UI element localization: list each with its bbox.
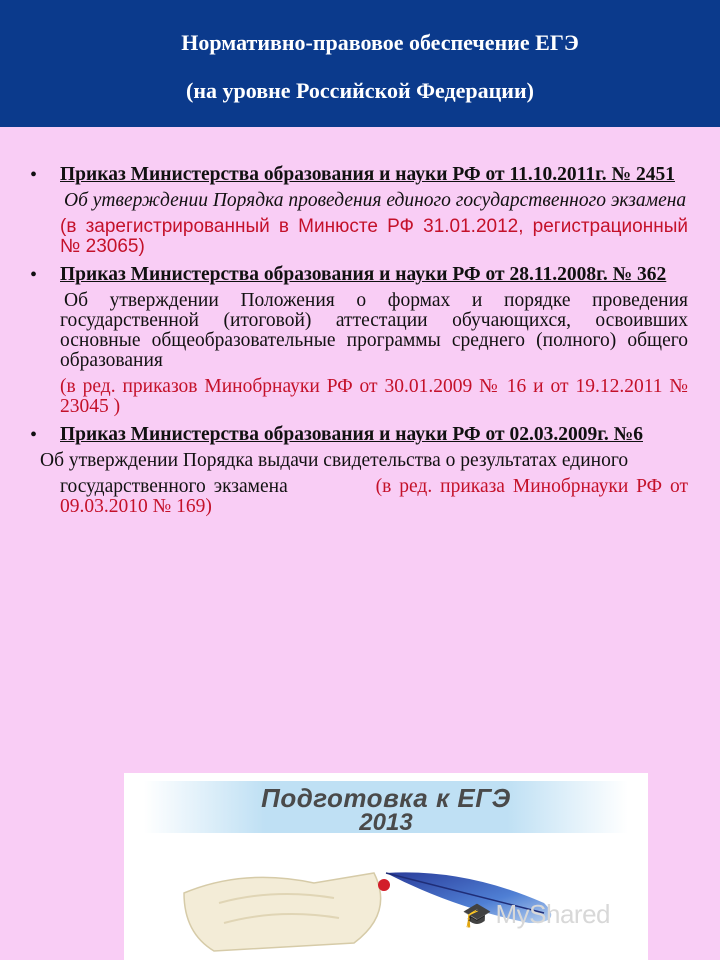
exam-prep-banner	[124, 773, 648, 960]
order-description-continued	[60, 477, 688, 517]
list-item	[30, 265, 688, 417]
order-note: (в ред. приказа Минобрнауки РФ от 09.03.2010 № 169)	[60, 476, 689, 517]
order-title: Приказ Министерства образования и науки РФ от 02.03.2009г. №6	[60, 424, 643, 445]
order-description-2: государственного экзамена	[60, 476, 288, 497]
bullet: •	[30, 164, 38, 186]
order-title: Приказ Министерства образования и науки РФ от 28.11.2008г. № 362	[60, 264, 667, 285]
list-item	[30, 165, 688, 257]
watermark	[462, 899, 610, 930]
list-item	[30, 425, 688, 517]
document-list	[30, 165, 688, 517]
watermark-text: MyShared	[495, 899, 610, 929]
bullet: •	[30, 264, 38, 286]
banner-title: Подготовка к ЕГЭ	[261, 783, 511, 813]
page-subtitle: (на уровне Российской Федерации)	[186, 78, 534, 103]
bullet: •	[30, 424, 38, 446]
order-title: Приказ Министерства образования и науки РФ от 11.10.2011г. № 2451	[60, 164, 675, 185]
order-description: Об утверждении Порядка выдачи свидетельства о результатах единого	[40, 450, 629, 471]
page-title: Нормативно-правовое обеспечение ЕГЭ	[181, 30, 579, 55]
graduation-cap-icon: 🎓	[462, 902, 492, 929]
banner-year: 2013	[359, 809, 413, 836]
order-note: (в ред. приказов Минобрнауки РФ от 30.01.2009 № 16 и от 19.12.2011 № 23045 )	[60, 376, 688, 417]
order-description: Об утверждении Порядка проведения единого государственного экзамена	[64, 190, 687, 211]
header-banner	[0, 0, 720, 127]
order-note: (в зарегистрированный в Минюсте РФ 31.01.2012, регистрационный № 23065)	[60, 216, 688, 257]
order-description: Об утверждении Положения о формах и порядке проведения государственной (итоговой) аттестации обучающихся, освоивших основные общеобразовательные программы среднего (полного) общего образования	[60, 290, 688, 371]
